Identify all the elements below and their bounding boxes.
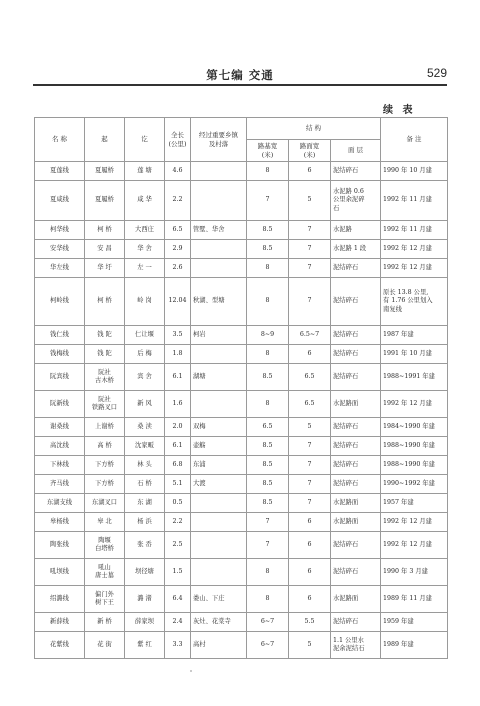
cell-end: 紫 红 xyxy=(125,632,165,659)
table-row xyxy=(35,613,448,632)
cell-note: 1988~1991 年建 xyxy=(381,364,448,391)
cell-villages: 高村 xyxy=(191,632,247,659)
cell-note: 1991 年 10 月建 xyxy=(381,345,448,364)
cell-end: 潞 渚 xyxy=(125,586,165,613)
cell-end: 咸 华 xyxy=(125,181,165,221)
cell-note: 1992 年 12 月建 xyxy=(381,532,448,559)
cell-start: 吼山 唐士墓 xyxy=(85,559,125,586)
cell-name: 阮宾线 xyxy=(35,364,85,391)
cell-pavement: 6 xyxy=(289,586,331,613)
cell-length: 2.5 xyxy=(165,532,191,559)
cell-note: 1989 年建 xyxy=(381,632,448,659)
cell-pavement: 6 xyxy=(289,345,331,364)
table-row xyxy=(35,345,448,364)
cell-roadbed: 8 xyxy=(247,162,289,181)
table-row xyxy=(35,240,448,259)
table-row xyxy=(35,181,448,221)
cell-roadbed: 8.5 xyxy=(247,437,289,456)
cell-end: 杨 浜 xyxy=(125,513,165,532)
col-header-structure: 结 构 xyxy=(247,118,381,140)
cell-note: 1992 年 12 月建 xyxy=(381,391,448,418)
cell-villages: 东浦 xyxy=(191,456,247,475)
cell-start: 花 街 xyxy=(85,632,125,659)
cell-name: 夏莲线 xyxy=(35,162,85,181)
cell-note: 1987 年建 xyxy=(381,326,448,345)
cell-pavement: 7 xyxy=(289,278,331,326)
cell-note: 1988~1990 年建 xyxy=(381,437,448,456)
cell-roadbed: 8.5 xyxy=(247,221,289,240)
cell-villages xyxy=(191,532,247,559)
table-row xyxy=(35,559,448,586)
table-row xyxy=(35,437,448,456)
cell-note: 1959 年建 xyxy=(381,613,448,632)
cell-surface: 泥结碎石 xyxy=(331,456,381,475)
cell-start: 陶堰 白塔桥 xyxy=(85,532,125,559)
cell-pavement: 6.5 xyxy=(289,391,331,418)
col-header-surface: 面 层 xyxy=(331,140,381,162)
cell-surface: 泥结碎石 xyxy=(331,259,381,278)
cell-villages xyxy=(191,240,247,259)
col-header-villages: 经过重要乡镇 及村落 xyxy=(191,118,247,162)
cell-roadbed: 6~7 xyxy=(247,632,289,659)
cell-roadbed: 6~7 xyxy=(247,613,289,632)
table-body xyxy=(35,118,448,659)
cell-pavement: 6 xyxy=(289,532,331,559)
cell-start: 阮社 铁路叉口 xyxy=(85,391,125,418)
cell-start: 下方桥 xyxy=(85,475,125,494)
cell-length: 5.1 xyxy=(165,475,191,494)
cell-villages xyxy=(191,513,247,532)
cell-end: 薛家坝 xyxy=(125,613,165,632)
cell-name: 新薛线 xyxy=(35,613,85,632)
cell-surface: 泥结碎石 xyxy=(331,162,381,181)
cell-length: 1.6 xyxy=(165,391,191,418)
cell-roadbed: 7 xyxy=(247,532,289,559)
cell-start: 东湖叉口 xyxy=(85,494,125,513)
cell-end: 岭 岗 xyxy=(125,278,165,326)
cell-end: 宾 舍 xyxy=(125,364,165,391)
cell-villages xyxy=(191,559,247,586)
cell-end: 林 头 xyxy=(125,456,165,475)
page-header xyxy=(33,66,447,84)
cell-length: 3.5 xyxy=(165,326,191,345)
cell-name: 齐马线 xyxy=(35,475,85,494)
cell-surface: 泥结碎石 xyxy=(331,345,381,364)
cell-pavement: 5 xyxy=(289,632,331,659)
cell-length: 12.04 xyxy=(165,278,191,326)
cell-roadbed: 7 xyxy=(247,513,289,532)
cell-start: 皋 北 xyxy=(85,513,125,532)
col-header-pavement-width: 路面宽 (米) xyxy=(289,140,331,162)
cell-length: 4.6 xyxy=(165,162,191,181)
cell-pavement: 6 xyxy=(289,162,331,181)
cell-note: 1957 年建 xyxy=(381,494,448,513)
cell-pavement: 5.5 xyxy=(289,613,331,632)
cell-pavement: 5 xyxy=(289,181,331,221)
table-row xyxy=(35,456,448,475)
cell-name: 谢桑线 xyxy=(35,418,85,437)
table-row xyxy=(35,586,448,613)
cell-surface: 水泥路面 xyxy=(331,586,381,613)
table-row xyxy=(35,513,448,532)
cell-note: 1990~1992 年建 xyxy=(381,475,448,494)
cell-roadbed: 8.5 xyxy=(247,475,289,494)
cell-name: 皋杨线 xyxy=(35,513,85,532)
cell-end: 大西庄 xyxy=(125,221,165,240)
cell-roadbed: 8.5 xyxy=(247,456,289,475)
cell-name: 安华线 xyxy=(35,240,85,259)
cell-villages xyxy=(191,391,247,418)
cell-name: 华左线 xyxy=(35,259,85,278)
cell-roadbed: 7 xyxy=(247,181,289,221)
cell-surface: 水泥路面 xyxy=(331,494,381,513)
cell-villages: 柯岩 xyxy=(191,326,247,345)
cell-length: 0.5 xyxy=(165,494,191,513)
cell-note: 1992 年 12 月建 xyxy=(381,513,448,532)
cell-length: 2.4 xyxy=(165,613,191,632)
cell-surface: 水泥路 1 段 xyxy=(331,240,381,259)
cell-surface: 泥结碎石 xyxy=(331,532,381,559)
cell-length: 2.2 xyxy=(165,513,191,532)
cell-roadbed: 8.5 xyxy=(247,240,289,259)
cell-length: 2.2 xyxy=(165,181,191,221)
cell-start: 钱 陀 xyxy=(85,345,125,364)
cell-note: 1989 年 11 月建 xyxy=(381,586,448,613)
cell-note: 1984~1990 年建 xyxy=(381,418,448,437)
col-header-roadbed: 路基宽 (米) xyxy=(247,140,289,162)
cell-note: 1992 年 11 月建 xyxy=(381,221,448,240)
cell-end: 张 岙 xyxy=(125,532,165,559)
cell-villages xyxy=(191,181,247,221)
cell-roadbed: 8~9 xyxy=(247,326,289,345)
cell-name: 钱梅线 xyxy=(35,345,85,364)
cell-surface: 泥结碎石 xyxy=(331,437,381,456)
cell-start: 夏履桥 xyxy=(85,181,125,221)
cell-pavement: 7 xyxy=(289,475,331,494)
header-rule xyxy=(33,84,447,86)
cell-villages xyxy=(191,494,247,513)
cell-villages: 壶觞 xyxy=(191,437,247,456)
cell-roadbed: 8.5 xyxy=(247,494,289,513)
cell-name: 花紫线 xyxy=(35,632,85,659)
cell-start: 华 圩 xyxy=(85,259,125,278)
cell-end: 沈家畈 xyxy=(125,437,165,456)
cell-villages xyxy=(191,259,247,278)
cell-name: 柯华线 xyxy=(35,221,85,240)
cell-name: 钱仁线 xyxy=(35,326,85,345)
cell-length: 3.3 xyxy=(165,632,191,659)
cell-roadbed: 8 xyxy=(247,391,289,418)
page-speck xyxy=(190,670,192,672)
cell-villages: 娄山、下庄 xyxy=(191,586,247,613)
cell-length: 6.8 xyxy=(165,456,191,475)
cell-note: 1992 年 12 月建 xyxy=(381,259,448,278)
cell-pavement: 5 xyxy=(289,418,331,437)
cell-surface: 泥结碎石 xyxy=(331,418,381,437)
col-header-length: 全长 (公里) xyxy=(165,118,191,162)
cell-start: 钱 陀 xyxy=(85,326,125,345)
cell-surface: 泥结碎石 xyxy=(331,559,381,586)
cell-villages xyxy=(191,162,247,181)
road-table xyxy=(34,117,448,659)
cell-villages: 大渡 xyxy=(191,475,247,494)
cell-name: 东湖支线 xyxy=(35,494,85,513)
cell-pavement: 7 xyxy=(289,437,331,456)
cell-surface: 1.1 公里水 泥余泥结石 xyxy=(331,632,381,659)
cell-pavement: 6.5 xyxy=(289,364,331,391)
cell-length: 6.4 xyxy=(165,586,191,613)
page-number: 529 xyxy=(426,66,447,80)
table-row xyxy=(35,221,448,240)
cell-start: 安 昌 xyxy=(85,240,125,259)
cell-villages: 管墅、华舍 xyxy=(191,221,247,240)
cell-end: 坝径塘 xyxy=(125,559,165,586)
cell-name: 柯岭线 xyxy=(35,278,85,326)
cell-start: 偏门外 树下王 xyxy=(85,586,125,613)
chapter-title: 第七编 交通 xyxy=(206,68,274,82)
cell-roadbed: 8.5 xyxy=(247,364,289,391)
cell-surface: 水泥路面 xyxy=(331,513,381,532)
cell-name: 高沈线 xyxy=(35,437,85,456)
cell-pavement: 7 xyxy=(289,456,331,475)
cell-pavement: 7 xyxy=(289,494,331,513)
cell-roadbed: 6.5 xyxy=(247,418,289,437)
cell-end: 石 桥 xyxy=(125,475,165,494)
cell-pavement: 7 xyxy=(289,221,331,240)
continued-label: 续 表 xyxy=(383,105,416,116)
cell-length: 1.5 xyxy=(165,559,191,586)
cell-roadbed: 8 xyxy=(247,345,289,364)
col-header-start: 起 xyxy=(85,118,125,162)
cell-roadbed: 8 xyxy=(247,278,289,326)
cell-surface: 水泥路面 xyxy=(331,391,381,418)
cell-surface: 泥结碎石 xyxy=(331,613,381,632)
cell-start: 柯 桥 xyxy=(85,221,125,240)
cell-pavement: 7 xyxy=(289,240,331,259)
cell-start: 新 桥 xyxy=(85,613,125,632)
cell-end: 左 一 xyxy=(125,259,165,278)
cell-start: 下方桥 xyxy=(85,456,125,475)
cell-length: 6.1 xyxy=(165,437,191,456)
table-row xyxy=(35,162,448,181)
cell-pavement: 6 xyxy=(289,559,331,586)
cell-note: 1992 年 11 月建 xyxy=(381,181,448,221)
cell-length: 2.6 xyxy=(165,259,191,278)
cell-end: 后 梅 xyxy=(125,345,165,364)
cell-surface: 泥结碎石 xyxy=(331,326,381,345)
cell-roadbed: 8 xyxy=(247,586,289,613)
cell-length: 6.1 xyxy=(165,364,191,391)
cell-start: 高 桥 xyxy=(85,437,125,456)
cell-start: 上谢桥 xyxy=(85,418,125,437)
table-row xyxy=(35,364,448,391)
cell-surface: 泥结碎石 xyxy=(331,278,381,326)
cell-end: 东 湖 xyxy=(125,494,165,513)
cell-villages: 灰灶、花棠寺 xyxy=(191,613,247,632)
cell-name: 夏咸线 xyxy=(35,181,85,221)
cell-note: 1990 年 10 月建 xyxy=(381,162,448,181)
cell-name: 绍潞线 xyxy=(35,586,85,613)
cell-name: 吼坝线 xyxy=(35,559,85,586)
cell-name: 陶张线 xyxy=(35,532,85,559)
col-header-name: 名 称 xyxy=(35,118,85,162)
cell-surface: 水泥路 0.6 公里余泥碎 石 xyxy=(331,181,381,221)
cell-villages xyxy=(191,345,247,364)
cell-roadbed: 8 xyxy=(247,559,289,586)
table-row xyxy=(35,278,448,326)
cell-note: 1988~1990 年建 xyxy=(381,456,448,475)
table-row xyxy=(35,259,448,278)
cell-surface: 水泥路 xyxy=(331,221,381,240)
cell-length: 2.0 xyxy=(165,418,191,437)
cell-surface: 泥结碎石 xyxy=(331,364,381,391)
cell-pavement: 6 xyxy=(289,513,331,532)
cell-villages: 双梅 xyxy=(191,418,247,437)
cell-surface: 泥结碎石 xyxy=(331,475,381,494)
table-row xyxy=(35,418,448,437)
table-row xyxy=(35,532,448,559)
table-row xyxy=(35,494,448,513)
cell-end: 华 舍 xyxy=(125,240,165,259)
cell-end: 莲 塘 xyxy=(125,162,165,181)
cell-villages: 秋湖、型塘 xyxy=(191,278,247,326)
table-row xyxy=(35,391,448,418)
cell-start: 夏履桥 xyxy=(85,162,125,181)
cell-end: 新 风 xyxy=(125,391,165,418)
cell-note: 1990 年 3 月建 xyxy=(381,559,448,586)
col-header-end: 讫 xyxy=(125,118,165,162)
cell-end: 桑 渎 xyxy=(125,418,165,437)
cell-start: 阮社 古木桥 xyxy=(85,364,125,391)
cell-start: 柯 桥 xyxy=(85,278,125,326)
cell-name: 下林线 xyxy=(35,456,85,475)
cell-pavement: 7 xyxy=(289,259,331,278)
cell-note: 1992 年 12 月建 xyxy=(381,240,448,259)
table-row xyxy=(35,475,448,494)
col-header-note: 备 注 xyxy=(381,118,448,162)
header-row-1 xyxy=(35,118,448,140)
cell-length: 1.8 xyxy=(165,345,191,364)
cell-villages: 湖塘 xyxy=(191,364,247,391)
cell-end: 仁让堰 xyxy=(125,326,165,345)
cell-pavement: 6.5~7 xyxy=(289,326,331,345)
cell-roadbed: 8 xyxy=(247,259,289,278)
table-row xyxy=(35,326,448,345)
cell-name: 阮新线 xyxy=(35,391,85,418)
cell-note: 原长 13.8 公里, 有 1.76 公里划入 南复线 xyxy=(381,278,448,326)
cell-length: 2.9 xyxy=(165,240,191,259)
cell-length: 6.5 xyxy=(165,221,191,240)
table-row xyxy=(35,632,448,659)
